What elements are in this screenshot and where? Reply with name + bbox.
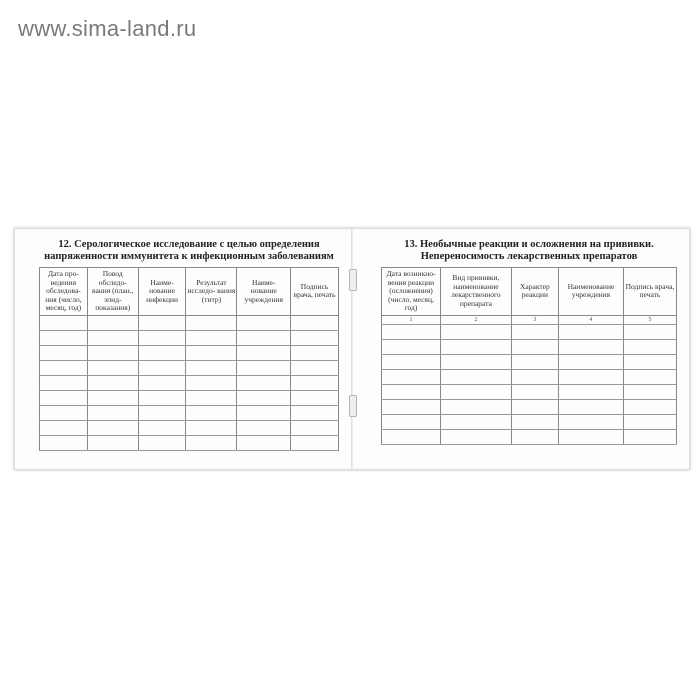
column-header: Подпись врача, печать [623,268,676,316]
column-number: 2 [441,315,512,324]
table-cell[interactable] [40,375,88,390]
column-number: 4 [558,315,623,324]
table-cell[interactable] [186,435,237,450]
table-cell[interactable] [558,324,623,339]
table-cell[interactable] [237,345,291,360]
table-cell[interactable] [441,369,512,384]
table-row [40,405,339,420]
table-cell[interactable] [186,330,237,345]
column-header: Наименование учреждения [558,268,623,316]
column-header: Результат исследо- вания (титр) [186,268,237,316]
table-cell[interactable] [138,330,186,345]
table-cell[interactable] [382,414,441,429]
table-cell[interactable] [291,330,339,345]
table-cell[interactable] [186,420,237,435]
table-cell[interactable] [291,420,339,435]
table-cell[interactable] [511,324,558,339]
table-cell[interactable] [186,405,237,420]
table-body [40,315,339,450]
table-cell[interactable] [382,399,441,414]
table-cell[interactable] [237,360,291,375]
table-cell[interactable] [441,414,512,429]
watermark: www.sima-land.ru [18,16,197,41]
table-cell[interactable] [382,324,441,339]
table-cell[interactable] [623,354,676,369]
table-cell[interactable] [441,339,512,354]
table-cell[interactable] [558,339,623,354]
table-cell[interactable] [40,405,88,420]
table-cell[interactable] [237,420,291,435]
left-page-title [39,239,339,263]
table-cell[interactable] [237,405,291,420]
column-number: 1 [382,315,441,324]
table-cell[interactable] [511,429,558,444]
table-cell[interactable] [237,315,291,330]
left-title-line1: 12. Серологическое исследование с целью определения [58,239,320,250]
table-cell[interactable] [382,384,441,399]
table-cell[interactable] [87,375,138,390]
left-page [39,239,339,451]
table-cell[interactable] [138,375,186,390]
column-header: Наиме- нование учреждения [237,268,291,316]
table-cell[interactable] [138,360,186,375]
table-cell[interactable] [558,354,623,369]
table-cell[interactable] [87,360,138,375]
table-row [40,375,339,390]
serology-table [39,267,339,451]
table-row [382,324,677,339]
table-cell[interactable] [87,330,138,345]
table-cell[interactable] [138,405,186,420]
booklet-spread [14,228,690,470]
table-cell[interactable] [511,399,558,414]
table-row [382,369,677,384]
right-title-line2: Непереносимость лекарственных препаратов [420,251,638,262]
column-header: Дата про- ведения обследова- ния (число, месяц, год) [40,268,88,316]
table-cell[interactable] [623,414,676,429]
table-row [382,339,677,354]
table-cell[interactable] [138,420,186,435]
column-number: 3 [511,315,558,324]
right-title-line1: 13. Необычные реакции и осложнения на прививки. [404,239,654,250]
column-number: 5 [623,315,676,324]
table-cell[interactable] [291,345,339,360]
table-cell[interactable] [87,405,138,420]
table-cell[interactable] [291,360,339,375]
table-cell[interactable] [441,354,512,369]
center-fold [351,229,353,469]
table-row [40,330,339,345]
table-row [40,345,339,360]
table-cell[interactable] [623,339,676,354]
table-cell[interactable] [87,435,138,450]
right-page [381,239,677,445]
table-cell[interactable] [291,315,339,330]
table-cell[interactable] [138,345,186,360]
staple-top [349,269,357,291]
table-cell[interactable] [623,399,676,414]
table-cell[interactable] [441,429,512,444]
table-row [382,354,677,369]
table-cell[interactable] [237,330,291,345]
table-row [40,420,339,435]
table-cell[interactable] [511,339,558,354]
table-cell[interactable] [138,315,186,330]
table-cell[interactable] [237,435,291,450]
table-cell[interactable] [623,324,676,339]
table-cell[interactable] [291,390,339,405]
table-cell[interactable] [558,399,623,414]
table-cell[interactable] [441,384,512,399]
table-cell[interactable] [382,339,441,354]
table-cell[interactable] [237,390,291,405]
left-title-line2: напряженности иммунитета к инфекционным заболеваниям [44,251,334,262]
table-cell[interactable] [558,414,623,429]
table-cell[interactable] [382,369,441,384]
table-cell[interactable] [623,369,676,384]
table-cell[interactable] [291,435,339,450]
table-header-row [40,268,339,316]
column-header: Подпись врача, печать [291,268,339,316]
table-cell[interactable] [441,324,512,339]
table-cell[interactable] [623,384,676,399]
table-cell[interactable] [40,315,88,330]
staple-bottom [349,395,357,417]
table-cell[interactable] [237,375,291,390]
table-cell[interactable] [87,345,138,360]
table-cell[interactable] [40,435,88,450]
column-header: Вид прививки, наименование лекарственного препарата [441,268,512,316]
table-cell[interactable] [40,420,88,435]
table-cell[interactable] [40,390,88,405]
table-cell[interactable] [558,369,623,384]
table-cell[interactable] [511,384,558,399]
table-cell[interactable] [623,429,676,444]
table-cell[interactable] [441,399,512,414]
table-cell[interactable] [138,435,186,450]
table-cell[interactable] [40,345,88,360]
column-header: Повод обследо- вания (план., эпид- показания) [87,268,138,316]
table-cell[interactable] [87,420,138,435]
right-page-title [381,239,677,263]
table-body [382,324,677,444]
table-cell[interactable] [186,315,237,330]
table-row [40,360,339,375]
table-cell[interactable] [511,369,558,384]
table-cell[interactable] [511,414,558,429]
table-cell[interactable] [382,429,441,444]
column-number-row [382,315,677,324]
column-header: Дата возникно- вения реакции (осложнения) (число, месяц, год) [382,268,441,316]
table-cell[interactable] [511,354,558,369]
table-cell[interactable] [40,330,88,345]
table-row [40,435,339,450]
table-row [40,390,339,405]
table-cell[interactable] [87,315,138,330]
table-cell[interactable] [382,354,441,369]
table-cell[interactable] [558,429,623,444]
table-cell[interactable] [558,384,623,399]
table-cell[interactable] [40,360,88,375]
table-row [40,315,339,330]
table-row [382,414,677,429]
table-row [382,429,677,444]
column-header: Характер реакции [511,268,558,316]
table-cell[interactable] [186,360,237,375]
table-cell[interactable] [291,375,339,390]
column-header: Наиме- нование инфекции [138,268,186,316]
table-row [382,399,677,414]
reactions-table [381,267,677,445]
table-cell[interactable] [138,390,186,405]
table-row [382,384,677,399]
table-cell[interactable] [291,405,339,420]
table-cell[interactable] [186,375,237,390]
table-cell[interactable] [186,390,237,405]
table-cell[interactable] [87,390,138,405]
table-cell[interactable] [186,345,237,360]
table-header-row [382,268,677,316]
